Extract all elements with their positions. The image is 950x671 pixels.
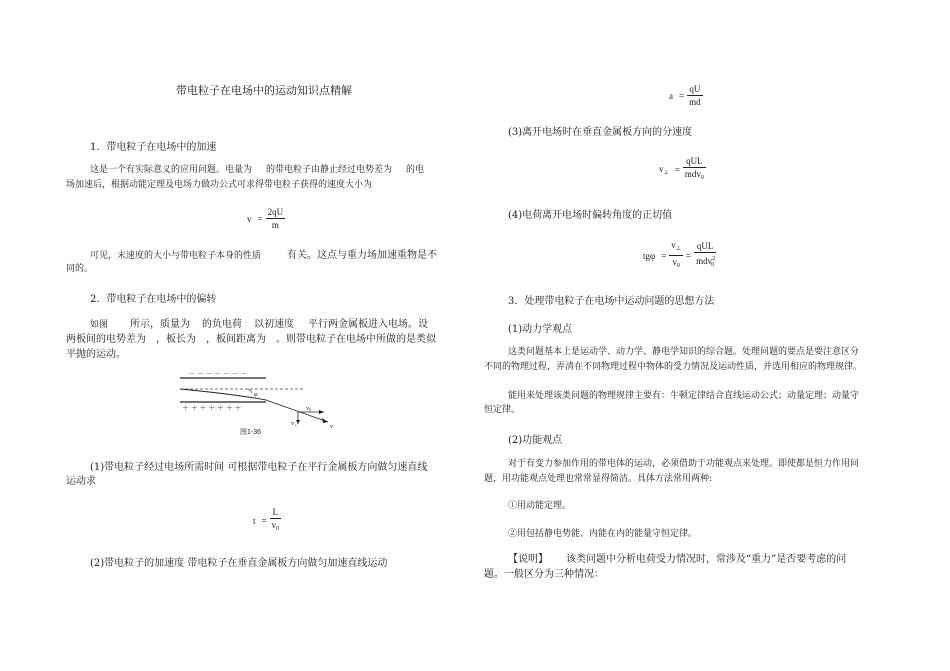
figure-caption: 图1-36: [240, 429, 262, 436]
text-run: 这是一个有实际意义的应用问题。电量为: [90, 165, 253, 175]
figure-deflection: [178, 372, 338, 440]
formula-denominator: mdv$_0$: [684, 169, 704, 181]
v0-arrowhead: [319, 410, 324, 414]
item-1-line1: (1)带电粒子经过电场所需时间 可根据带电粒子在平行金属板方向做匀速直线: [90, 462, 428, 473]
phi-label: φ: [254, 392, 258, 398]
text-run: 平行两金属板进入电场。设: [308, 319, 429, 330]
text-run: 有关。这点与重力场加速重物是不: [287, 250, 438, 261]
exit-direction-line: [266, 400, 328, 422]
subsection-dynamics: (1)动力学观点: [508, 324, 573, 335]
text-run: 的电: [406, 165, 425, 175]
item-4: (4)电荷离开电场时偏转角度的正切值: [508, 210, 673, 221]
energy-paragraph: 对于有变力参加作用的带电体的运动，必须借助于功能观点来处理。即使都是恒力作用问: [508, 459, 860, 469]
formula-denominator: mdv$^2_0$: [696, 256, 716, 268]
formula-numerator: qUL: [683, 156, 706, 168]
section-1-paragraph-2-line2: 同的。: [66, 264, 94, 274]
section-1-heading: 1．带电粒子在电场中的加速: [90, 142, 217, 153]
text-run: 以初速度: [254, 319, 295, 330]
document-title: 带电粒子在电场中的运动知识点精解: [176, 84, 352, 97]
formula-numerator: 2qU: [267, 207, 284, 217]
section-2-heading: 2．带电粒子在电场中的偏转: [90, 294, 217, 305]
text-run: 所示，质量为: [130, 319, 191, 330]
text-run: 。则带电粒子在电场中所做的是类似: [276, 334, 436, 345]
formula-time: t = $\frac{L}{v_0}$: [250, 507, 281, 535]
energy-paragraph-line2: 题，用功能观点处理也常常显得简洁。具体方法常用两种:: [484, 474, 713, 484]
formula-lhs: v: [247, 214, 252, 224]
method-option-1: ①用动能定理。: [508, 501, 572, 511]
method-option-2: ②用包括静电势能、内能在内的能量守恒定律。: [508, 529, 698, 539]
formula-lhs: $v_\perp$: [659, 164, 669, 176]
text-run: 两板间的电势差为: [66, 334, 146, 345]
note-text: 该类问题中分析电荷受力情况时，常涉及“重力”是否要考虑的问: [566, 554, 847, 565]
text-run: 的带电粒子由静止经过电势差为: [266, 165, 393, 175]
angle-arc: [248, 389, 252, 393]
formula-numerator: $v_\perp$: [669, 240, 683, 256]
section-2-paragraph-line1: [90, 317, 466, 333]
v-label: v: [330, 424, 333, 430]
minus-charges: － － － － － － －: [188, 372, 248, 378]
section-1-paragraph-1: [90, 163, 466, 178]
formula-vperp: $v_\perp$ = $\frac{\text{qUL}}{mdv_0}$: [656, 156, 706, 184]
vperp-label: v⊥: [291, 421, 298, 427]
plus-charges: ＋ ＋ ＋ ＋ ＋ ＋ ＋: [182, 404, 242, 412]
dynamics-paragraph-1-line2: 不同的物理过程，弄清在不同物理过程中物体的受力情况及运动性质，并选用相应的物理规律。: [484, 362, 863, 372]
item-3: (3)离开电场时在垂直金属板方向的分速度: [508, 127, 693, 138]
section-2-paragraph-line2: [66, 332, 466, 348]
item-1-line2: 运动求: [66, 476, 96, 487]
section-3-heading: 3．处理带电粒子在电场中运动问题的思想方法: [508, 296, 715, 307]
section-1-paragraph-2: [90, 248, 466, 264]
formula-denominator: md: [689, 97, 701, 107]
section-2-paragraph-line3: 平抛的运动。: [66, 349, 126, 360]
formula-numerator: qU: [687, 84, 703, 96]
v-arrowhead: [322, 418, 328, 423]
figure-deflection-diagram: [178, 372, 338, 440]
formula-numerator: L: [270, 507, 282, 519]
formula-tangent: tgφ = $\frac{v_\perp}{v_0}$ = $\frac{\text{qUL}}{mdv^2_0}$: [640, 240, 716, 272]
section-1-paragraph-1-line2: 场加速后，根据动能定理及电场力做功公式可求得带电粒子获得的速度大小为: [66, 180, 373, 190]
note-paragraph-line2: 题。一般区分为三种情况：: [484, 569, 604, 580]
formula-denominator: $v_0$: [672, 257, 680, 269]
formula-lhs: a: [669, 91, 673, 101]
dynamics-paragraph-1: 这类问题基本上是运动学、动力学、静电学知识的综合题。处理问题的要点是要注意区分: [508, 347, 860, 357]
note-paragraph: [508, 552, 888, 568]
v0-label: v0: [306, 406, 311, 412]
dynamics-paragraph-2-line2: 恒定律。: [484, 405, 521, 415]
formula-lhs: t: [253, 516, 256, 526]
item-2: (2)带电粒子的加速度 带电粒子在垂直金属板方向做匀加速直线运动: [90, 558, 388, 569]
note-label: 【说明】: [508, 554, 548, 565]
text-run: 如图: [90, 320, 109, 330]
formula-denominator: m: [271, 220, 279, 230]
dynamics-paragraph-2: 能用来处理该类问题的物理规律主要有：牛顿定律结合直线运动公式；动量定理；动量守: [508, 391, 860, 401]
subsection-energy: (2)功能观点: [508, 435, 563, 446]
text-run: 可见，末速度的大小与带电粒子本身的性质: [90, 251, 262, 261]
text-run: 的负电荷: [202, 319, 243, 330]
formula-acceleration: a = $\frac{qU}{md}$: [669, 84, 701, 107]
formula-numerator: qUL: [694, 241, 716, 253]
formula-lhs: tgφ: [643, 251, 656, 261]
text-run: ，板间距离为: [206, 334, 266, 345]
text-run: ，板长为: [156, 334, 196, 345]
formula-denominator: $v_0$: [271, 520, 280, 532]
formula-velocity: v = $\frac{2qU}{m}$: [247, 207, 284, 230]
